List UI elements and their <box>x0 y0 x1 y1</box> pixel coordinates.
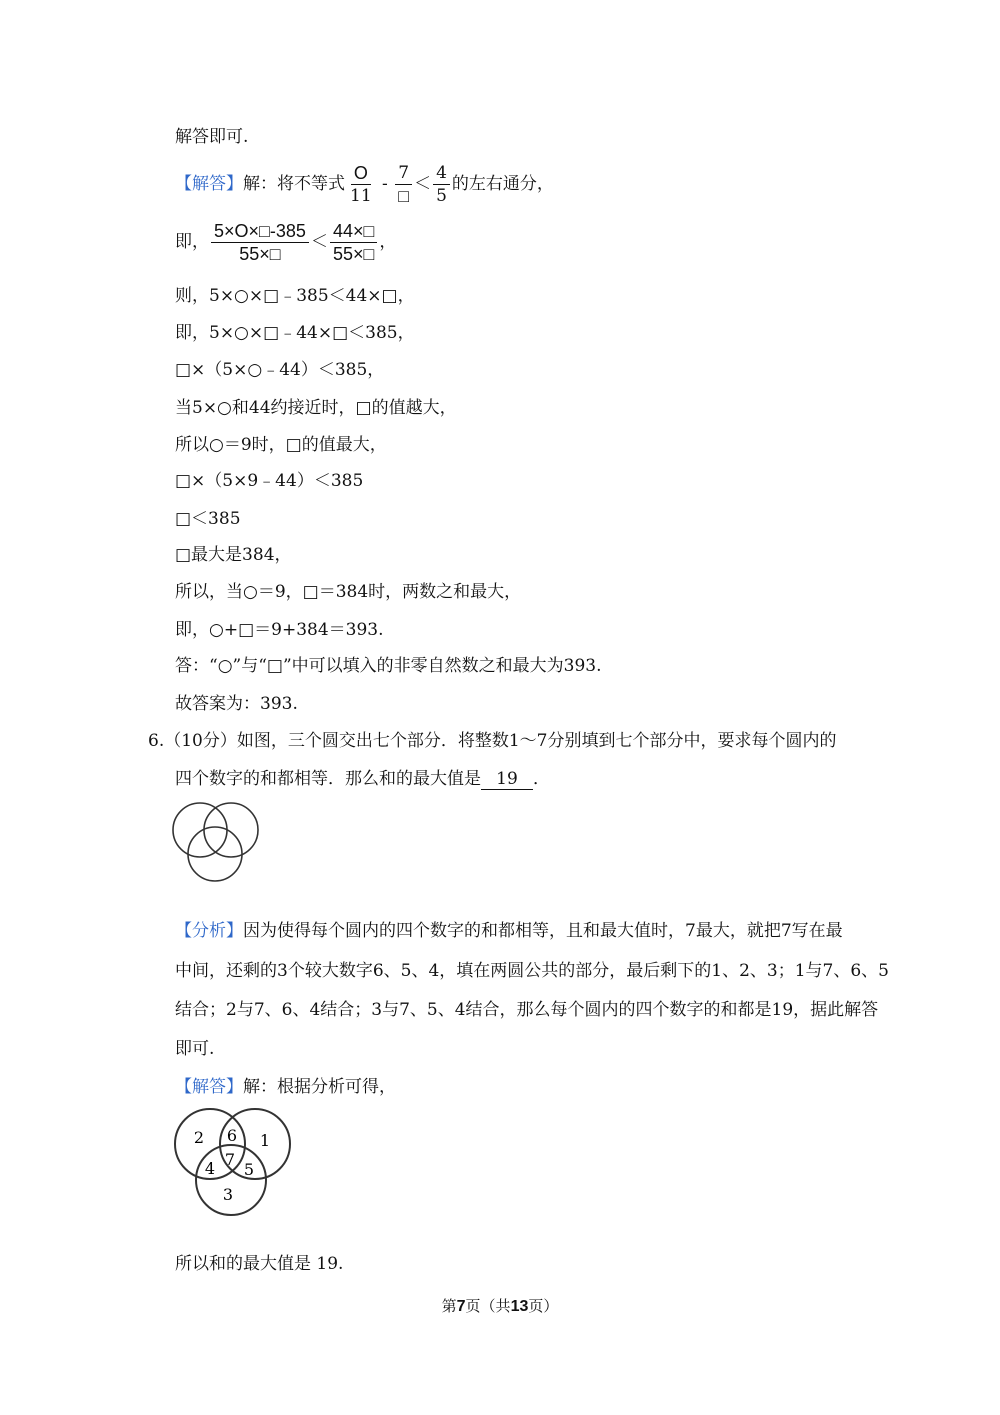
solution-tag: 【解答】 <box>175 174 243 194</box>
fraction-7-over-box: $\frac{7}{□}$ <box>395 162 412 207</box>
venn-label: 5 <box>243 1160 255 1179</box>
venn-circle-bottom <box>188 827 242 881</box>
venn-label: 2 <box>193 1128 205 1147</box>
solution-tag: 【解答】 <box>175 1077 243 1097</box>
page-number: 7 <box>456 1298 466 1315</box>
final-answer-line: 故答案为：393. <box>175 694 298 714</box>
step-line: □最大是384， <box>175 545 292 565</box>
solution5-intro: 解：将不等式 <box>243 174 345 194</box>
venn-label: 4 <box>204 1159 216 1178</box>
step-line: 当5×○和44约接近时，□的值越大， <box>175 398 457 418</box>
venn-label: 7 <box>224 1150 236 1169</box>
venn-label: 1 <box>259 1131 271 1150</box>
less-than-sign: ＜ <box>310 232 328 252</box>
analysis6-line1: 【分析】因为使得每个圆内的四个数字的和都相等，且和最大值时，7最大，就把7写在最 <box>175 921 843 941</box>
answer-line: 答：“○”与“□”中可以填入的非零自然数之和最大为393. <box>175 656 602 676</box>
venn-circle-right <box>204 803 258 857</box>
fraction-right-common: $\frac{44\times□}{55\times□}$ <box>330 220 377 265</box>
step-line: □×（5×9﹣44）＜385 <box>175 471 364 491</box>
fraction-4-over-5: $\frac{4}{5}$ <box>433 162 450 207</box>
analysis6-line: 即可. <box>175 1039 215 1059</box>
page-footer: 第7页（共13页） <box>441 1297 559 1315</box>
solution6-line1: 【解答】解：根据分析可得， <box>175 1077 396 1097</box>
analysis6-line: 结合；2与7、6、4结合；3与7、5、4结合，那么每个圆内的四个数字的和都是19，据此解答 <box>175 1000 879 1020</box>
venn-label: 3 <box>222 1185 234 1204</box>
venn-diagram-filled <box>168 1108 298 1223</box>
step-line: 则，5×○×□﹣385＜44×□， <box>175 286 415 306</box>
question-number: 6. <box>148 731 165 751</box>
solution5-line2-prefix: 即， <box>175 232 209 252</box>
analysis-tag: 【分析】 <box>175 921 243 941</box>
analysis6-line: 中间，还剩的3个较大数字6、5、4，填在两圆公共的部分，最后剩下的1、2、3；1与7、6、5 <box>175 961 889 981</box>
solution5-line1 <box>175 162 554 207</box>
fraction-circle-over-11: $\frac{O}{11}$ <box>350 163 372 206</box>
step-line: 所以，当○＝9，□＝384时，两数之和最大， <box>175 582 522 602</box>
step-line: □＜385 <box>175 509 241 529</box>
step-line: 所以○＝9时，□的值最大， <box>175 435 387 455</box>
step-line: 即，○+□＝9+384＝393. <box>175 620 384 640</box>
minus-sign: - <box>376 174 394 194</box>
comma: ， <box>379 232 397 252</box>
question6-line2: 四个数字的和都相等．那么和的最大值是 19 ． <box>175 769 550 789</box>
total-pages: 13 <box>510 1298 529 1315</box>
solution5-line2 <box>175 220 396 265</box>
answer-blank: 19 <box>481 769 533 790</box>
venn-label: 6 <box>226 1126 238 1145</box>
venn-circle-left <box>173 803 227 857</box>
solution5-after: 的左右通分， <box>451 174 554 194</box>
fraction-left-common: $\frac{5\times O\times□-385}{55\times□}$ <box>211 220 309 265</box>
less-than-sign: ＜ <box>414 174 432 194</box>
step-line: 即，5×○×□﹣44×□＜385， <box>175 323 415 343</box>
question6-line1: 6.（10分）如图，三个圆交出七个部分．将整数1～7分别填到七个部分中，要求每个圆内的 <box>148 731 837 751</box>
analysis-tail: 解答即可. <box>175 127 249 147</box>
conclusion-line: 所以和的最大值是 19. <box>175 1254 344 1274</box>
venn-diagram-blank <box>168 800 268 890</box>
step-line: □×（5×○﹣44）＜385， <box>175 360 385 380</box>
